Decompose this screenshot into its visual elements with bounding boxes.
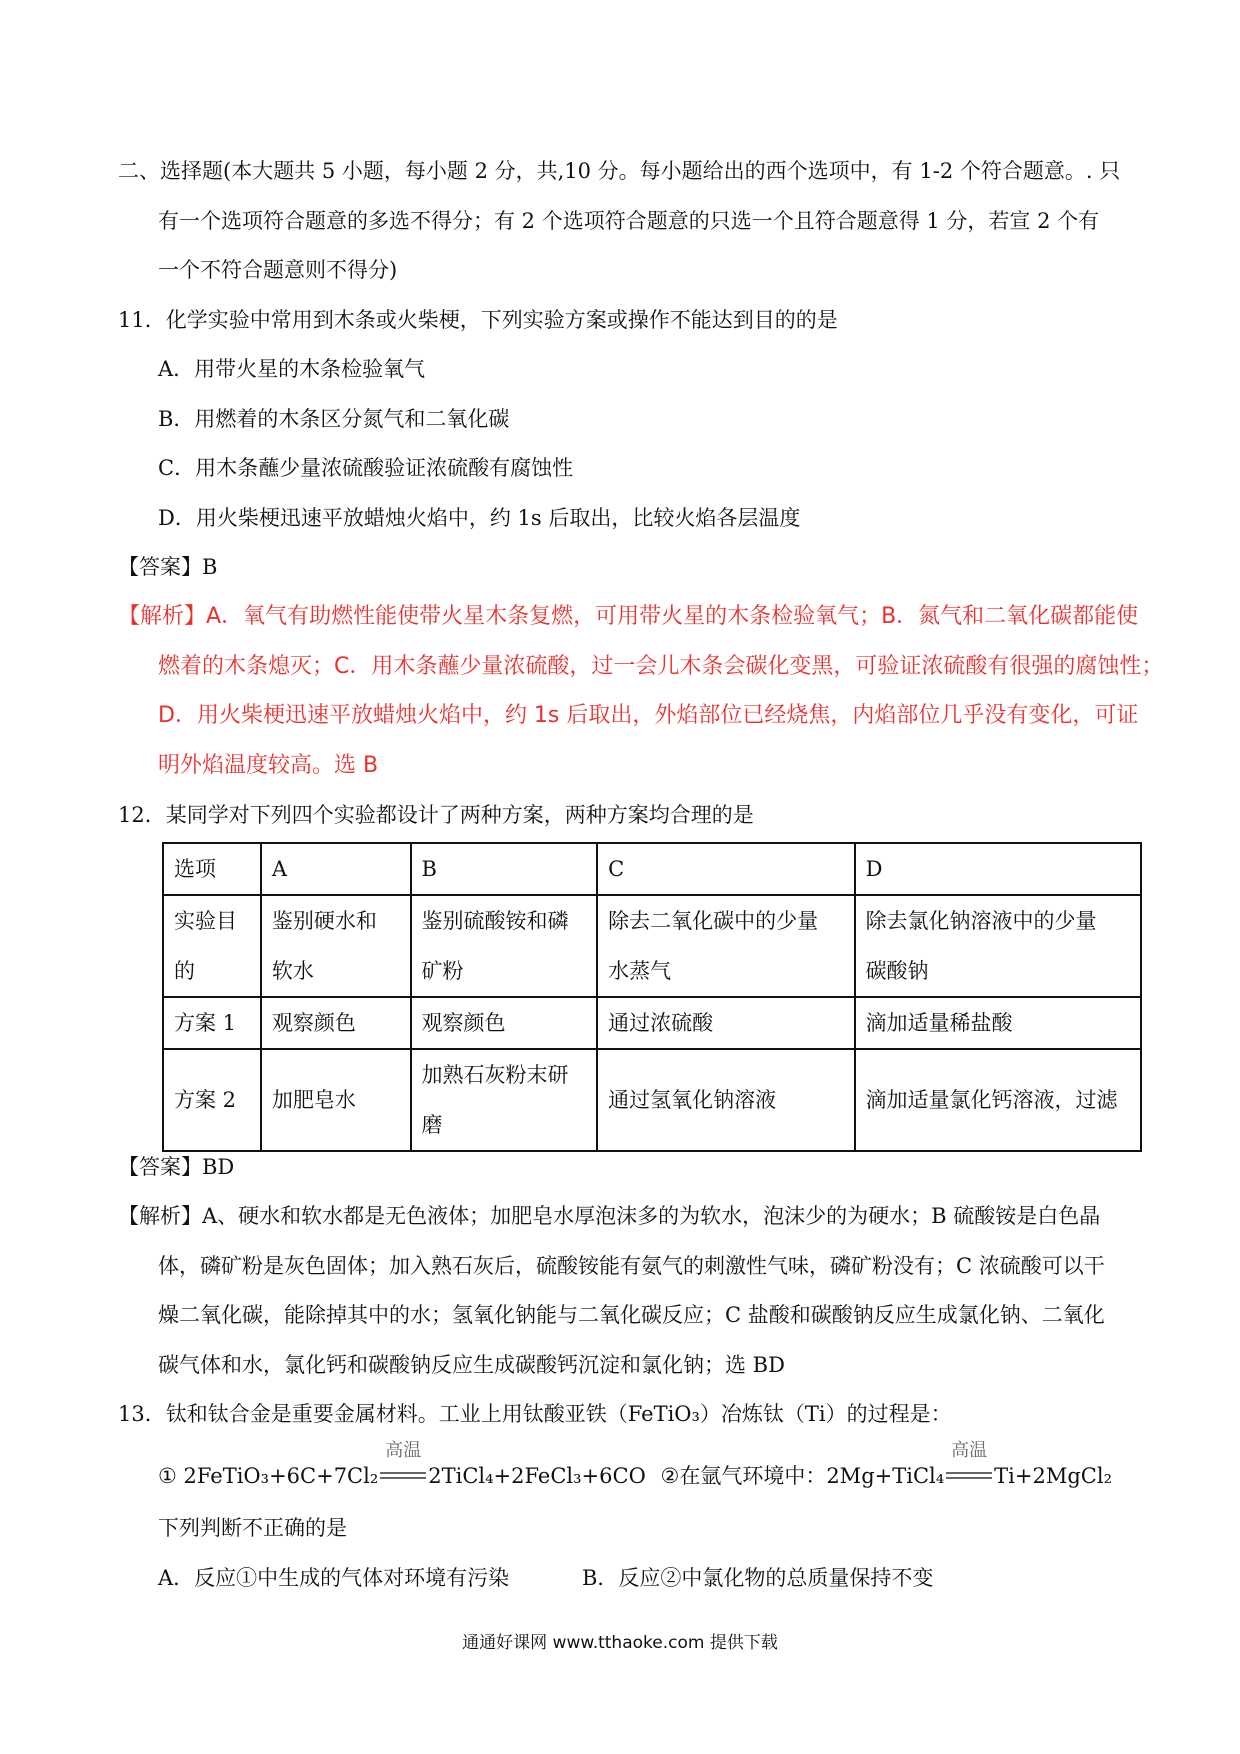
q11-analysis-line-4: 明外焰温度较高。选 B <box>158 753 379 778</box>
cell-line: 软水 <box>271 959 314 983</box>
q12-options-table <box>162 842 1142 1152</box>
table-header-cell: 选项 <box>163 843 261 895</box>
section-heading-line-3: 一个不符合题意则不得分) <box>158 258 398 282</box>
table-cell: 滴加适量稀盐酸 <box>855 997 1141 1049</box>
q13-option-b: B．反应②中氯化物的总质量保持不变 <box>582 1566 934 1590</box>
condition-label: 高温 <box>951 1440 988 1461</box>
table-cell <box>261 895 411 997</box>
cell-line: 鉴别硬水和 <box>271 909 377 933</box>
table-cell <box>597 895 854 997</box>
table-cell <box>411 895 598 997</box>
q11-option-a: A．用带火星的木条检验氧气 <box>158 357 426 381</box>
table-cell <box>855 895 1141 997</box>
q11-analysis-line-1 <box>118 602 1138 632</box>
q11-option-b: B．用燃着的木条区分氮气和二氧化碳 <box>158 407 510 431</box>
q11-answer: 【答案】B <box>118 555 218 579</box>
equation-2-products: Ti+2MgCl₂ <box>994 1464 1112 1488</box>
q11-stem: 11．化学实验中常用到木条或火柴梗，下列实验方案或操作不能达到目的的是 <box>118 308 838 332</box>
table-cell: 方案 1 <box>163 997 261 1049</box>
cell-line: 实验目 <box>174 909 237 933</box>
q11-analysis-label: 【解析】 <box>118 604 207 629</box>
cell-line: 矿粉 <box>421 959 464 983</box>
q11-option-c: C．用木条蘸少量浓硫酸验证浓硫酸有腐蚀性 <box>158 456 574 480</box>
equation-1-reactants: ① 2FeTiO₃+6C+7Cl₂ <box>158 1464 379 1488</box>
q13-equations <box>158 1440 1112 1491</box>
table-row <box>163 843 1141 895</box>
double-bar <box>380 1472 426 1479</box>
high-temperature-condition <box>380 1440 426 1491</box>
table-cell <box>163 895 261 997</box>
table-header-cell: C <box>597 843 854 895</box>
table-header-cell: A <box>261 843 411 895</box>
q13-stem: 13．钛和钛合金是重要金属材料。工业上用钛酸亚铁（FeTiO₃）冶炼钛（Ti）的过程是： <box>118 1402 952 1426</box>
cell-line: 磨 <box>421 1113 443 1137</box>
table-cell: 观察颜色 <box>411 997 598 1049</box>
table-header-cell: D <box>855 843 1141 895</box>
q11-option-d: D．用火柴梗迅速平放蜡烛火焰中，约 1s 后取出，比较火焰各层温度 <box>158 506 801 530</box>
q13-judge-prompt: 下列判断不正确的是 <box>158 1516 347 1540</box>
q12-answer: 【答案】BD <box>118 1155 235 1179</box>
table-cell: 滴加适量氯化钙溶液，过滤 <box>855 1049 1141 1151</box>
cell-line: 鉴别硫酸铵和磷 <box>421 909 569 933</box>
table-cell: 通过氢氧化钠溶液 <box>597 1049 854 1151</box>
cell-line: 碳酸钠 <box>865 959 929 983</box>
section-heading-line-2: 有一个选项符合题意的多选不得分；有 2 个选项符合题意的只选一个且符合题意得 1 分，若宣 2 个有 <box>158 209 1100 233</box>
section-heading-line-1: 二、选择题(本大题共 5 小题，每小题 2 分，共,10 分。每小题给出的西个选项中，有 1-2 个符合题意。. 只 <box>118 159 1121 183</box>
cell-line: 除去氯化钠溶液中的少量 <box>865 909 1097 933</box>
q12-stem: 12．某同学对下列四个实验都设计了两种方案，两种方案均合理的是 <box>118 803 754 827</box>
cell-line: 除去二氧化碳中的少量 <box>608 909 819 933</box>
table-cell: 通过浓硫酸 <box>597 997 854 1049</box>
cell-line: 水蒸气 <box>608 959 672 983</box>
cell-line: 加熟石灰粉末研 <box>421 1063 569 1087</box>
equation-1-products: 2TiCl₄+2FeCl₃+6CO <box>428 1464 646 1488</box>
condition-label: 高温 <box>385 1440 422 1461</box>
equation-2-reactants: ②在氩气环境中：2Mg+TiCl₄ <box>660 1464 945 1488</box>
double-bar <box>946 1472 992 1479</box>
table-cell <box>411 1049 598 1151</box>
q12-analysis-line-2: 体，磷矿粉是灰色固体；加入熟石灰后，硫酸铵能有氨气的刺激性气味，磷矿粉没有；C 浓硫酸可以干 <box>158 1254 1105 1278</box>
q11-analysis-text-1: A．氧气有助燃性能使带火星木条复燃，可用带火星的木条检验氧气；B．氮气和二氧化碳都能使 <box>206 604 1139 629</box>
table-row <box>163 895 1141 997</box>
q12-analysis-line-3: 燥二氧化碳，能除掉其中的水；氢氧化钠能与二氧化碳反应；C 盐酸和碳酸钠反应生成氯化钠、二氧化 <box>158 1303 1105 1327</box>
q12-analysis-line-4: 碳气体和水，氯化钙和碳酸钠反应生成碳酸钙沉淀和氯化钠；选 BD <box>158 1353 785 1377</box>
high-temperature-condition <box>946 1440 992 1491</box>
q11-analysis-line-2: 燃着的木条熄灭；C．用木条蘸少量浓硫酸，过一会儿木条会碳化变黑，可验证浓硫酸有很强的腐蚀性； <box>158 654 1164 679</box>
table-row <box>163 1049 1141 1151</box>
table-header-cell: B <box>411 843 598 895</box>
table-row <box>163 997 1141 1049</box>
table-cell: 观察颜色 <box>261 997 411 1049</box>
cell-line: 的 <box>174 959 195 983</box>
q13-option-a: A．反应①中生成的气体对环境有污染 <box>158 1566 510 1590</box>
table-cell: 加肥皂水 <box>261 1049 411 1151</box>
q11-analysis-line-3: D．用火柴梗迅速平放蜡烛火焰中，约 1s 后取出，外焰部位已经烧焦，内焰部位几乎没有变化，可证 <box>158 703 1139 728</box>
page-footer: 通通好课网 www.tthaoke.com 提供下载 <box>462 1633 778 1653</box>
q12-analysis-line-1: 【解析】A、硬水和软水都是无色液体；加肥皂水厚泡沫多的为软水，泡沫少的为硬水；B 硫酸铵是白色晶 <box>118 1204 1101 1228</box>
table-cell: 方案 2 <box>163 1049 261 1151</box>
